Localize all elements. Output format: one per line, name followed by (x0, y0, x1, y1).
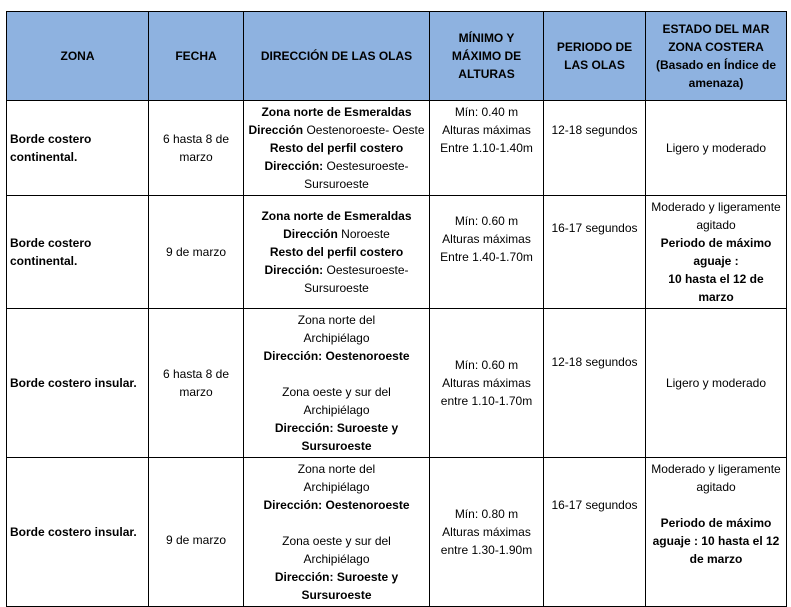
table-row (7, 309, 787, 458)
header-row (7, 12, 787, 101)
header-direccion: DIRECCIÓN DE LAS OLAS (244, 12, 430, 101)
cell-fecha: 6 hasta 8 de marzo (149, 309, 244, 458)
cell-alturas: Mín: 0.60 m Alturas máximas entre 1.10-1.70m (430, 309, 544, 458)
cell-fecha: 9 de marzo (149, 196, 244, 309)
cell-zona: Borde costero insular. (7, 309, 149, 458)
cell-periodo: 12-18 segundos (544, 101, 646, 196)
cell-direccion: Zona norte de Esmeraldas Dirección Oestenoroeste- Oeste Resto del perfil costero Dirección: Oestesuroeste- Sursuroeste (244, 101, 430, 196)
header-zona: ZONA (7, 12, 149, 101)
header-alturas (430, 12, 544, 101)
cell-alturas: Mín: 0.60 m Alturas máximas Entre 1.40-1.70m (430, 196, 544, 309)
cell-alturas: Mín: 0.80 m Alturas máximas entre 1.30-1.90m (430, 458, 544, 607)
cell-fecha: 9 de marzo (149, 458, 244, 607)
header-estado-sub: amenaza) (688, 76, 744, 90)
table-row (7, 196, 787, 309)
cell-direccion: Zona norte de Esmeraldas Dirección Noroeste Resto del perfil costero Dirección: Oestesuroeste- Sursuroeste (244, 196, 430, 309)
cell-estado: Moderado y ligeramente agitado Periodo de máximo aguaje : 10 hasta el 12 de marzo (646, 196, 787, 309)
cell-periodo: 12-18 segundos (544, 309, 646, 458)
header-estado-line: ZONA COSTERA (668, 40, 764, 54)
cell-direccion: Zona norte del Archipiélago Dirección: Oestenoroeste Zona oeste y sur del Archipiélago Dirección: Suroeste y Sursuroeste (244, 309, 430, 458)
header-alturas-line: MÍNIMO Y (458, 31, 515, 45)
cell-periodo: 16-17 segundos (544, 196, 646, 309)
sea-state-table (6, 11, 787, 607)
header-estado-line: ESTADO DEL MAR (662, 22, 770, 36)
cell-direccion: Zona norte del Archipiélago Dirección: Oestenoroeste Zona oeste y sur del Archipiélago Dirección: Suroeste y Sursuroeste (244, 458, 430, 607)
cell-zona: Borde costero continental. (7, 101, 149, 196)
header-periodo-line: PERIODO DE (556, 40, 633, 54)
header-estado-sub: (Basado en Índice de (655, 58, 777, 72)
cell-zona: Borde costero insular. (7, 458, 149, 607)
header-fecha: FECHA (149, 12, 244, 101)
cell-periodo: 16-17 segundos (544, 458, 646, 607)
cell-estado: Ligero y moderado (646, 309, 787, 458)
header-periodo (544, 12, 646, 101)
header-alturas-line: ALTURAS (458, 67, 515, 81)
header-estado (646, 12, 787, 101)
header-alturas-line: MÁXIMO DE (451, 49, 522, 63)
cell-fecha: 6 hasta 8 de marzo (149, 101, 244, 196)
cell-estado: Moderado y ligeramente agitado Periodo de máximo aguaje : 10 hasta el 12 de marzo (646, 458, 787, 607)
cell-zona: Borde costero continental. (7, 196, 149, 309)
cell-alturas: Mín: 0.40 m Alturas máximas Entre 1.10-1.40m (430, 101, 544, 196)
table-row (7, 458, 787, 607)
header-periodo-line: LAS OLAS (564, 58, 625, 72)
table-row (7, 101, 787, 196)
cell-estado: Ligero y moderado (646, 101, 787, 196)
